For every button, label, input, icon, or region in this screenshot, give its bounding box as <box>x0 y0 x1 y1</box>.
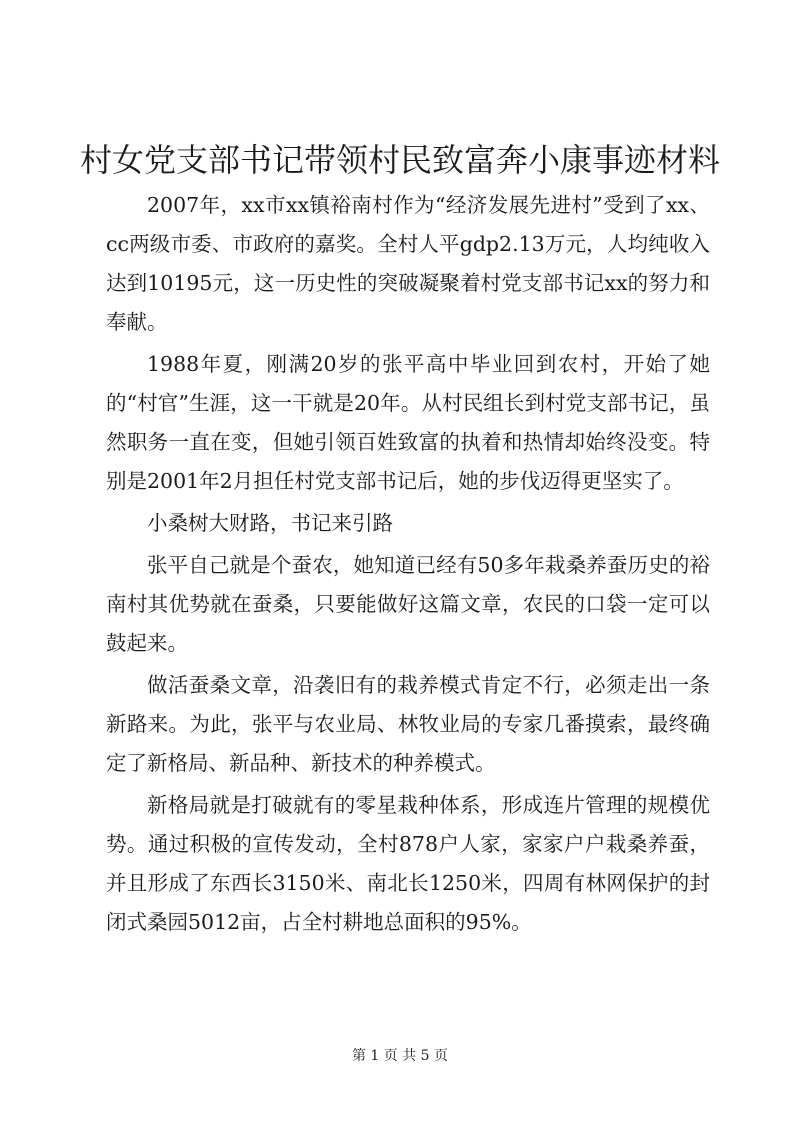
paragraph: 1988年夏，刚满20岁的张平高中毕业回到农村，开始了她的“村官”生涯，这一干就是20年。从村民组长到村党支部书记，虽然职务一直在变，但她引领百姓致富的执着和热情却始终没变。特别是2001年2月担任村党支部书记后，她的步伐迈得更坚实了。 <box>106 352 710 493</box>
paragraph: 张平自己就是个蚕农，她知道已经有50多年栽桑养蚕历史的裕南村其优势就在蚕桑，只要能做好这篇文章，农民的口袋一定可以鼓起来。 <box>106 553 710 655</box>
paragraph: 做活蚕桑文章，沿袭旧有的栽养模式肯定不行，必须走出一条新路来。为此，张平与农业局、林牧业局的专家几番摸索，最终确定了新格局、新品种、新技术的种养模式。 <box>106 673 710 775</box>
document-body <box>106 186 710 945</box>
document-title: 村女党支部书记带领村民致富奔小康事迹材料 <box>79 141 720 179</box>
paragraph: 2007年，xx市xx镇裕南村作为“经济发展先进村”受到了xx、cc两级市委、市政府的嘉奖。全村人平gdp2.13万元，人均纯收入达到10195元，这一历史性的突破凝聚着村党支部书记xx的努力和奉献。 <box>106 193 710 334</box>
paragraph: 新格局就是打破就有的零星栽种体系，形成连片管理的规模优势。通过积极的宣传发动，全村878户人家，家家户户栽桑养蚕，并且形成了东西长3150米、南北长1250米，四周有林网保护的封闭式桑园5012亩，占全村耕地总面积的95%。 <box>106 793 710 934</box>
page-number-footer: 第 1 页 共 5 页 <box>351 1048 449 1064</box>
section-heading: 小桑树大财路，书记来引路 <box>147 511 393 535</box>
